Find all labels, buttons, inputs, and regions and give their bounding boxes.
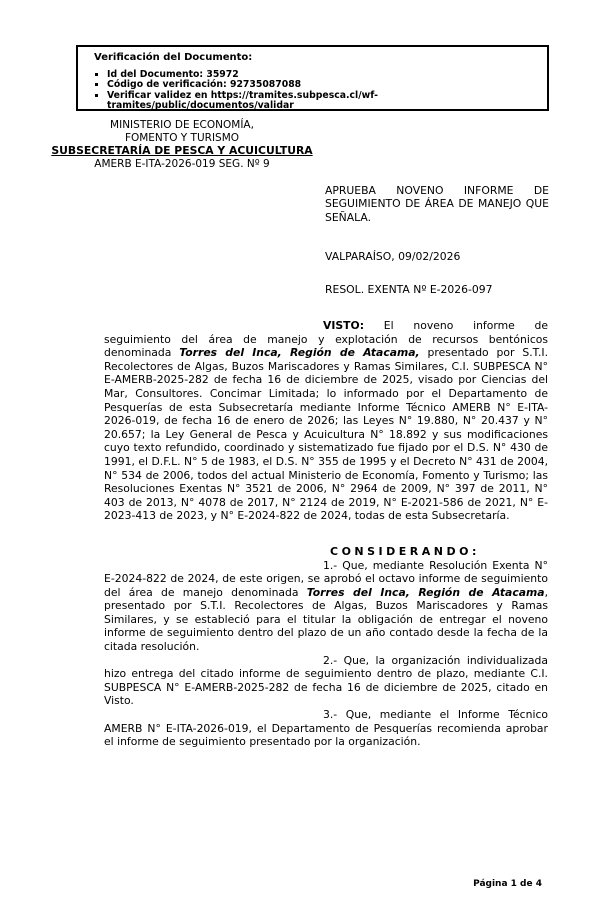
ministry-line-2: FOMENTO Y TURISMO [124, 131, 240, 144]
subsecretaria-title: SUBSECRETARÍA DE PESCA Y ACUICULTURA [51, 143, 313, 157]
place-date: VALPARAÍSO, 09/02/2026 [325, 250, 461, 263]
considerando-1-text-1: 1.- Que, mediante Resolución Exenta N° E-2024-822 de 2024, de este origen, se aprobó el octavo informe de seguimiento del área de manejo denominada [104, 558, 548, 599]
visto-paragraph [104, 319, 548, 523]
visto-label: VISTO: [323, 319, 365, 332]
visto-area-name: Torres del Inca, Región de Atacama, [179, 346, 420, 360]
resolution-subject: APRUEBA NOVENO INFORME DE SEGUIMIENTO DE ÁREA DE MANEJO QUE SEÑALA. [325, 184, 549, 224]
verification-box [76, 45, 549, 111]
visto-text-2: presentado por S.T.I. Recolectores de Algas, Buzos Mariscadores y Ramas Similares, C.I. SUBPESCA N° E-AMERB-2025-282 de fecha 16 de diciembre de 2025, visado por Ciencias del Mar, Consultores. Concimar Limitada; lo informado por el Departamento de Pesquerías de esta Subsecretaría mediante Informe Técnico AMERB N° E-ITA-2026-019, de fecha 16 de enero de 2026; las Leyes N° 19.880, N° 20.437 y N° 20.657; la Ley General de Pesca y Acuicultura N° 18.892 y sus modificaciones cuyo texto refundido, coordinado y sistematizado fue fijado por el D.S. N° 430 de 1991, el D.F.L. N° 5 de 1983, el D.S. N° 355 de 1995 y el Decreto N° 431 de 2004, N° 534 de 2006, todos del actual Ministerio de Economía, Fomento y Turismo; las Resoluciones Exentas N° 3521 de 2006, N° 2964 de 2009, N° 397 de 2011, N° 403 de 2013, N° 4078 de 2017, N° 2124 de 2019, N° E-2021-586 de 2021, N° E-2023-413 de 2023, y N° E-2024-822 de 2024, todas de esta Subsecretaría. [104, 346, 549, 523]
visto-text-1: El noveno informe de seguimiento del área de manejo y explotación de recursos bentónicos denominada [104, 319, 548, 360]
letterhead [30, 119, 334, 171]
verification-item-code: ▪ Código de verificación: 92735087088 [107, 80, 539, 90]
verification-list [94, 70, 539, 112]
considerando-1-area-name: Torres del Inca, Región de Atacama [306, 585, 545, 599]
verification-title: Verificación del Documento: [94, 52, 253, 63]
considerando-heading: CONSIDERANDO: [330, 544, 480, 558]
resolution-number: RESOL. EXENTA Nº E-2026-097 [325, 283, 493, 296]
verification-item-document-id: ▪ Id del Documento: 35972 [107, 70, 539, 80]
considerando-paragraph-1 [104, 559, 548, 654]
considerando-paragraph-2: 2.- Que, la organización individualizada hizo entrega del citado informe de seguimiento dentro de plazo, mediante C.I. SUBPESCA N° E-AMERB-2025-282 de fecha 16 de diciembre de 2025, citado en Visto. [104, 653, 548, 708]
considerando-paragraph-3: 3.- Que, mediante el Informe Técnico AMERB N° E-ITA-2026-019, el Departamento de Pesquerías recomienda aprobar el informe de seguimiento presentado por la organización. [104, 708, 548, 749]
considerando-1-text-2: , presentado por S.T.I. Recolectores de Algas, Buzos Mariscadores y Ramas Similares, y se estableció para el titular la obligación de entregar el noveno informe de seguimiento dentro del plazo de un año contado desde la fecha de la citada resolución. [104, 585, 548, 654]
page-number: Página 1 de 4 [473, 879, 542, 889]
ministry-line-1: MINISTERIO DE ECONOMÍA, [110, 119, 254, 131]
document-reference: AMERB E-ITA-2026-019 SEG. Nº 9 [94, 157, 270, 170]
document-body [104, 319, 548, 749]
verification-item-url: ▪ Verificar validez en https://tramites.subpesca.cl/wf-tramites/public/documentos/validar [107, 91, 539, 112]
